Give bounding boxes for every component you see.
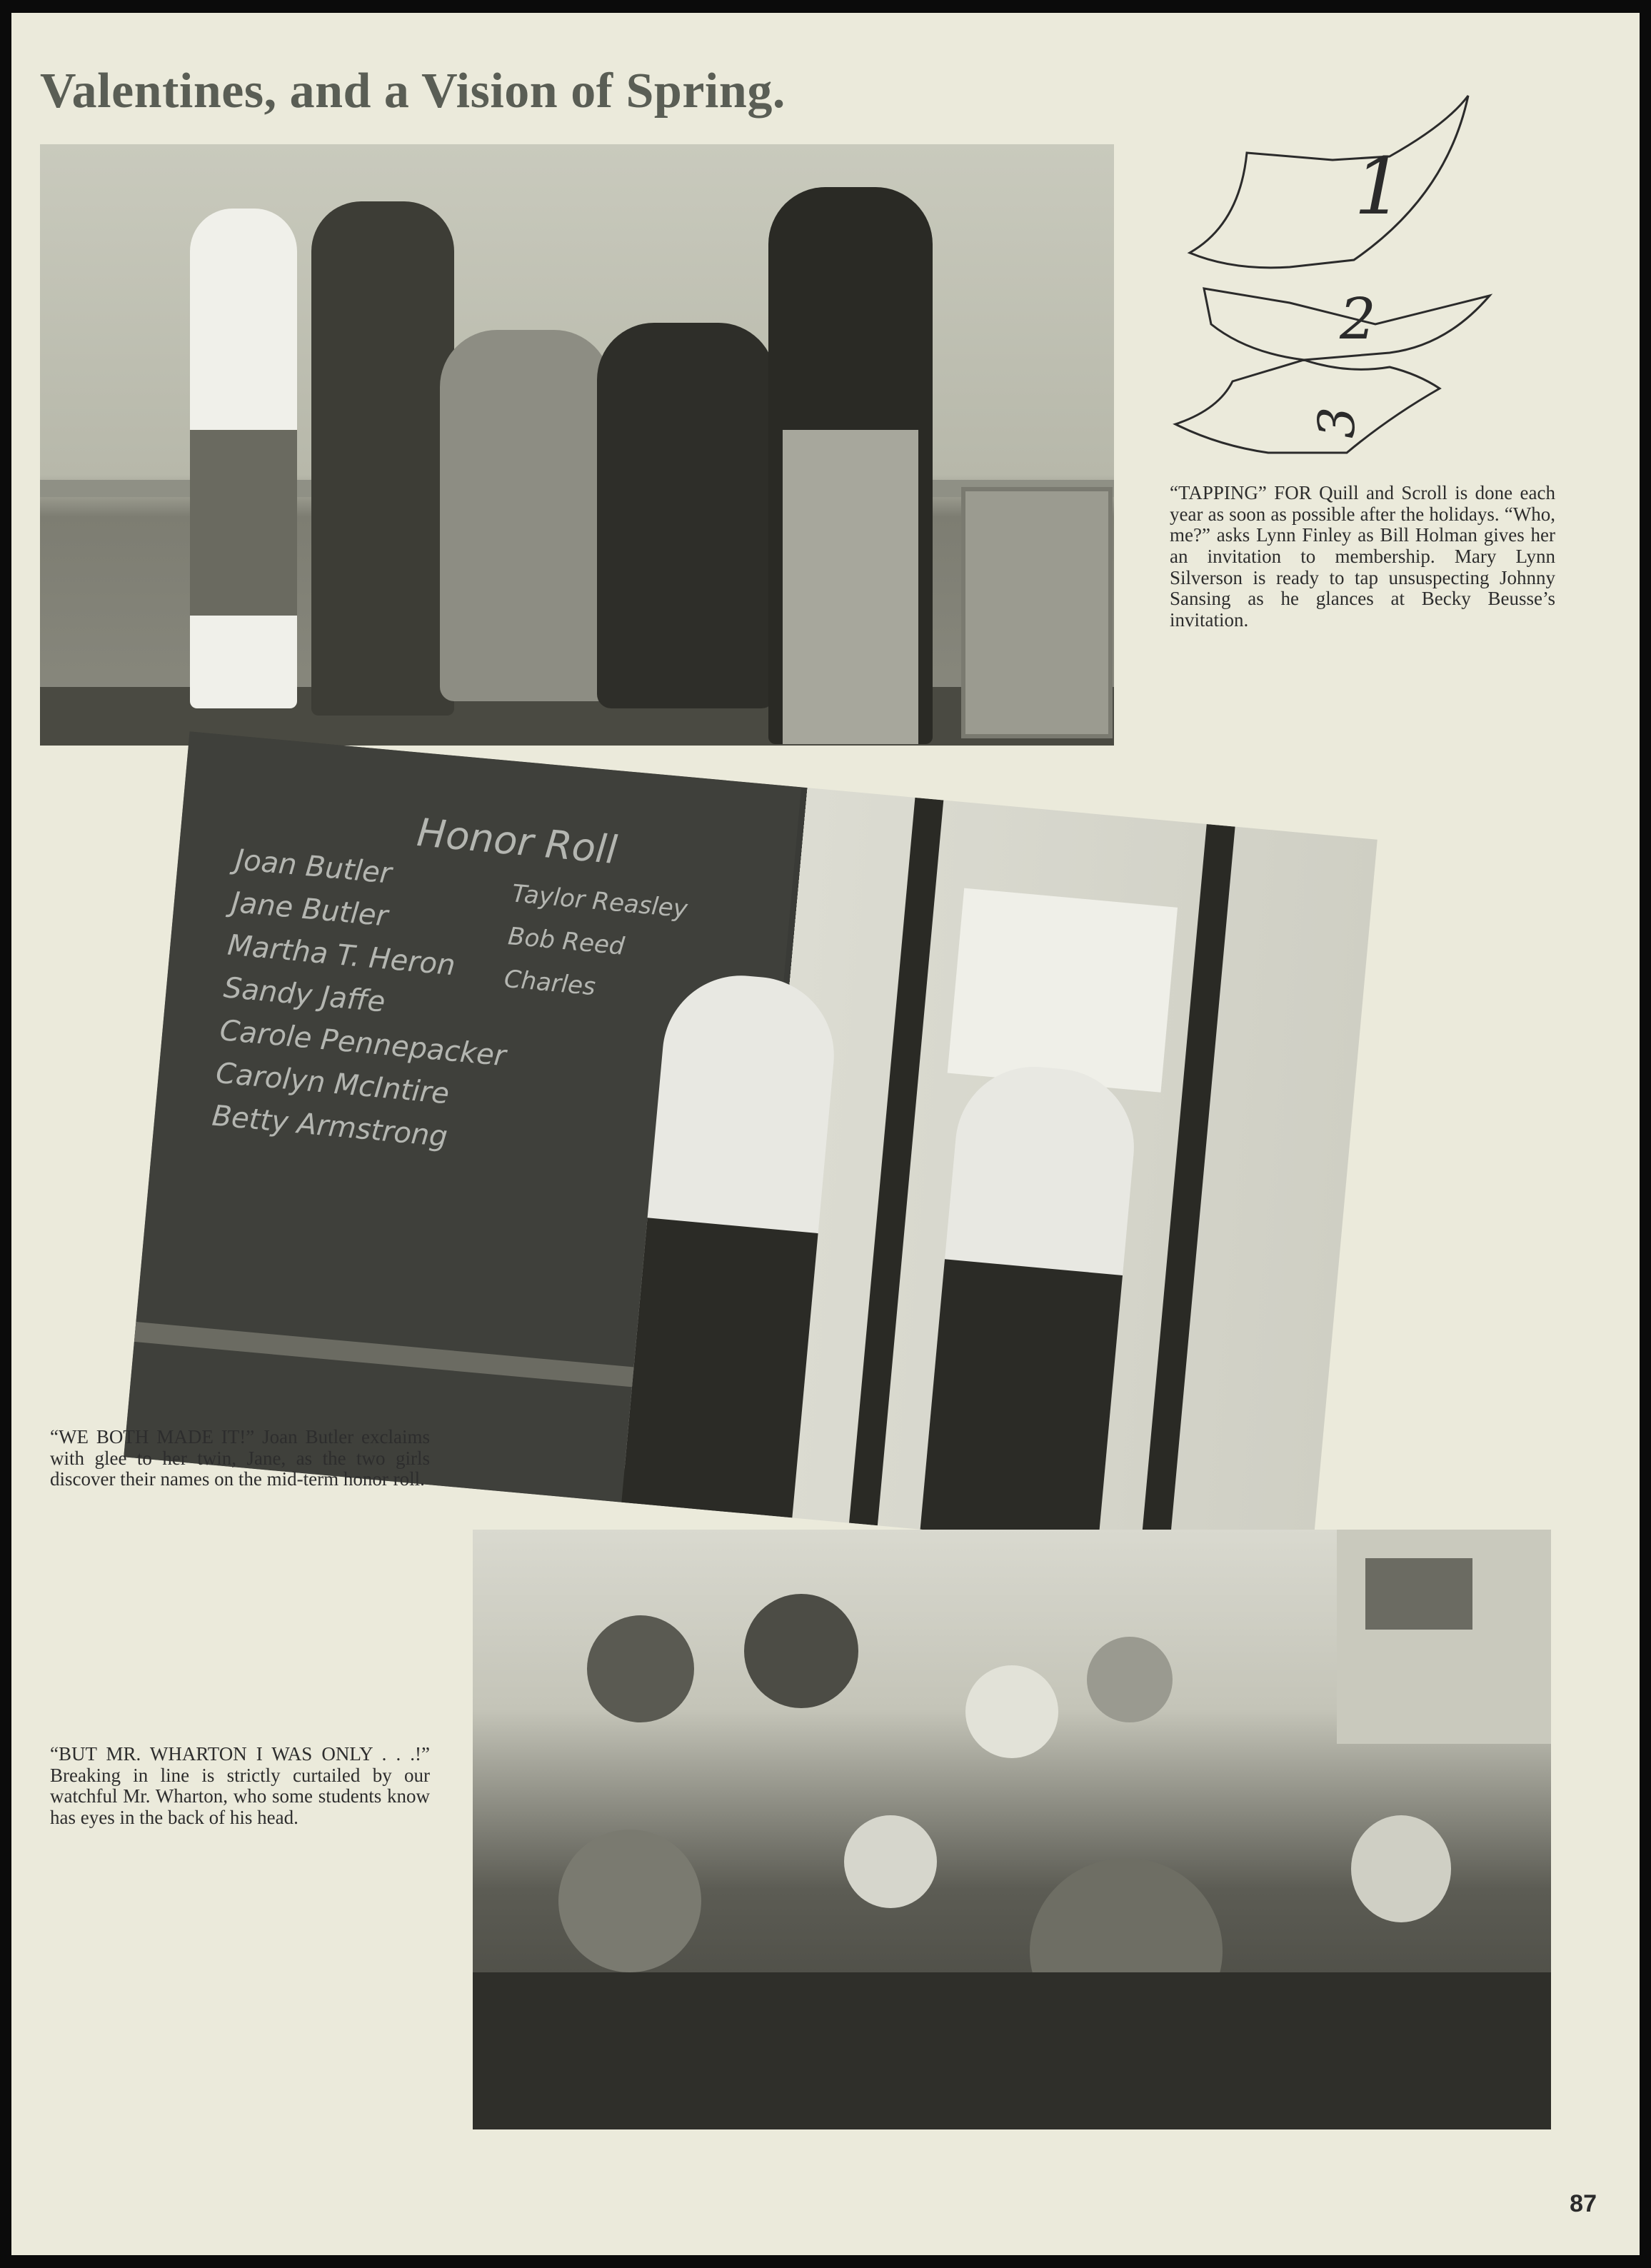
honor-roll-name: Sandy Jaffe [222, 971, 387, 1019]
honor-roll-name: Betty Armstrong [210, 1099, 449, 1154]
quill-and-scroll-tapping-photo [40, 144, 1114, 746]
honor-roll-name: Taylor Reasley [511, 879, 689, 924]
numbered-papers-doodle [1161, 81, 1561, 481]
blackboard-heading: Honor Roll [415, 810, 619, 873]
wharton-caption: “BUT MR. WHARTON I WAS ONLY . . .!” Breaking in line is strictly curtailed by our watchful Mr. Wharton, who some students know has eyes in the back of his head. [50, 1743, 430, 1829]
yearbook-page [11, 13, 1640, 2255]
honor-roll-name: Charles [503, 964, 597, 1002]
honor-roll-name: Carole Pennepacker [218, 1014, 508, 1073]
honor-roll-name: Martha T. Heron [226, 928, 457, 983]
honor-roll-name: Bob Reed [506, 922, 626, 961]
doodle-number-3: 3 [1308, 406, 1366, 438]
doodle-number-1: 1 [1354, 141, 1404, 232]
doodle-number-2: 2 [1340, 286, 1376, 352]
tapping-caption: “TAPPING” FOR Quill and Scroll is done each year as soon as possible after the holidays. “Who, me?” asks Lynn Finley as Bill Holman gives her an invitation to membership. Mary Lynn Silverson is ready to tap unsuspecting Johnny Sansing as he glances at Becky Beusse’s invitation. [1170, 482, 1555, 631]
honor-roll-name: Jane Butler [230, 885, 390, 933]
honor-roll-name: Carolyn McIntire [214, 1056, 451, 1111]
lunch-line-photo [473, 1530, 1551, 2129]
honor-roll-name: Joan Butler [234, 843, 393, 890]
honor-roll-caption: “WE BOTH MADE IT!” Joan Butler exclaims with glee to her twin, Jane, as the two girls discover their names on the mid-term honor roll. [50, 1426, 430, 1490]
page-title: Valentines, and a Vision of Spring. [40, 64, 786, 119]
page-number: 87 [1570, 2190, 1597, 2217]
